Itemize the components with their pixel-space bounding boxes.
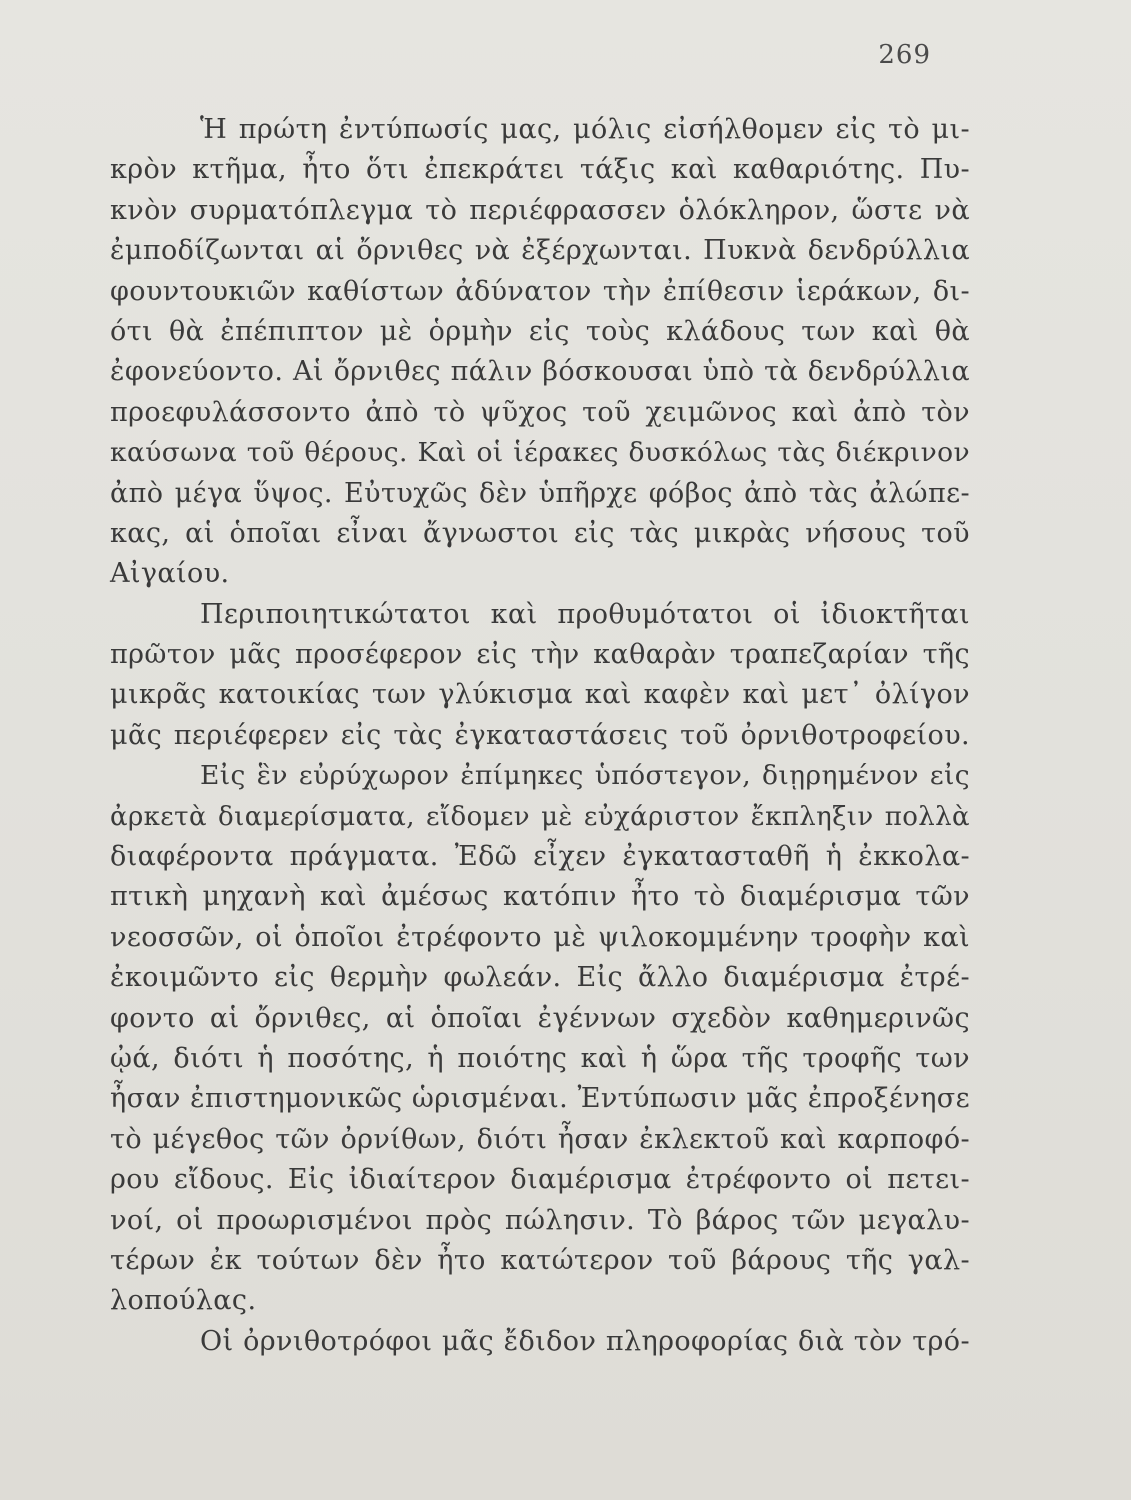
text-line: νεοσσῶν, οἱ ὁποῖοι ἐτρέφοντο μὲ ψιλοκομμένην τροφὴν καὶ xyxy=(110,921,970,953)
text-line: προεφυλάσσοντο ἀπὸ τὸ ψῦχος τοῦ χειμῶνος καὶ ἀπὸ τὸν xyxy=(110,396,970,428)
text-line: πρῶτον μᾶς προσέφερον εἰς τὴν καθαρὰν τραπεζαρίαν τῆς xyxy=(110,639,970,671)
text-line: Αἰγαίου. xyxy=(110,558,230,590)
text-line: ἐκοιμῶντο εἰς θερμὴν φωλεάν. Εἰς ἄλλο διαμέρισμα ἐτρέ- xyxy=(110,962,970,994)
text-line: μᾶς περιέφερεν εἰς τὰς ἐγκαταστάσεις τοῦ ὀρνιθοτροφείου. xyxy=(110,719,970,751)
text-line: ἀρκετὰ διαμερίσματα, εἴδομεν μὲ εὐχάριστον ἔκπληξιν πολλὰ xyxy=(110,801,970,832)
text-line: λοπούλας. xyxy=(110,1285,257,1317)
text-line: διαφέροντα πράγματα. Ἐδῶ εἶχεν ἐγκατασταθῆ ἡ ἐκκολα- xyxy=(110,841,970,873)
text-line: ρου εἴδους. Εἰς ἰδιαίτερον διαμέρισμα ἐτρέφοντο οἱ πετει- xyxy=(110,1164,970,1196)
page-number: 269 xyxy=(878,40,931,70)
text-line: Οἱ ὀρνιθοτρόφοι μᾶς ἔδιδον πληροφορίας διὰ τὸν τρό- xyxy=(200,1325,970,1357)
text-line: καύσωνα τοῦ θέρους. Καὶ οἱ ἱέρακες δυσκόλως τὰς διέκρινον xyxy=(110,437,970,469)
text-line: Ἡ πρώτη ἐντύπωσίς μας, μόλις εἰσήλθομεν εἰς τὸ μι- xyxy=(200,114,970,145)
text-line: τὸ μέγεθος τῶν ὀρνίθων, διότι ἦσαν ἐκλεκτοῦ καὶ καρποφό- xyxy=(110,1123,970,1155)
text-line: κνὸν συρματόπλεγμα τὸ περιέφρασσεν ὁλόκληρον, ὥστε νὰ xyxy=(110,194,970,226)
text-line: ἀπὸ μέγα ὕψος. Εὐτυχῶς δὲν ὑπῆρχε φόβος ἀπὸ τὰς ἀλώπε- xyxy=(110,477,970,509)
text-line: κας, αἱ ὁποῖαι εἶναι ἄγνωστοι εἰς τὰς μικρὰς νήσους τοῦ xyxy=(110,517,970,549)
text-line: ᾠά, διότι ἡ ποσότης, ἡ ποιότης καὶ ἡ ὥρα τῆς τροφῆς των xyxy=(110,1042,970,1074)
text-line: Εἰς ἓν εὐρύχωρον ἐπίμηκες ὑπόστεγον, διῃρημένον εἰς xyxy=(200,760,970,792)
text-line: κρὸν κτῆμα, ἦτο ὅτι ἐπεκράτει τάξις καὶ καθαριότης. Πυ- xyxy=(110,154,970,186)
text-line: μικρᾶς κατοικίας των γλύκισμα καὶ καφὲν καὶ μετ᾽ ὀλίγον xyxy=(110,679,970,711)
text-line: φουντουκιῶν καθίστων ἀδύνατον τὴν ἐπίθεσιν ἱεράκων, δι- xyxy=(110,275,970,307)
text-line: τέρων ἐκ τούτων δὲν ἦτο κατώτερον τοῦ βάρους τῆς γαλ- xyxy=(110,1244,970,1276)
text-line: πτικὴ μηχανὴ καὶ ἀμέσως κατόπιν ἦτο τὸ διαμέρισμα τῶν xyxy=(110,881,970,913)
body-text xyxy=(110,110,970,1362)
text-line: ἐμποδίζωνται αἱ ὄρνιθες νὰ ἐξέρχωνται. Πυκνὰ δενδρύλλια xyxy=(110,235,970,267)
text-line: ἐφονεύοντο. Αἱ ὄρνιθες πάλιν βόσκουσαι ὑπὸ τὰ δενδρύλλια xyxy=(110,356,970,388)
text-line: Περιποιητικώτατοι καὶ προθυμότατοι οἱ ἰδιοκτῆται xyxy=(200,598,970,630)
text-line: φοντο αἱ ὄρνιθες, αἱ ὁποῖαι ἐγέννων σχεδὸν καθημερινῶς xyxy=(110,1002,970,1034)
text-line: ότι θὰ ἐπέπιπτον μὲ ὁρμὴν εἰς τοὺς κλάδους των καὶ θὰ xyxy=(110,315,970,347)
text-line: ἦσαν ἐπιστημονικῶς ὡρισμέναι. Ἐντύπωσιν μᾶς ἐπροξένησε xyxy=(110,1083,970,1115)
text-line: νοί, οἱ προωρισμένοι πρὸς πώλησιν. Τὸ βάρος τῶν μεγαλυ- xyxy=(110,1204,970,1236)
